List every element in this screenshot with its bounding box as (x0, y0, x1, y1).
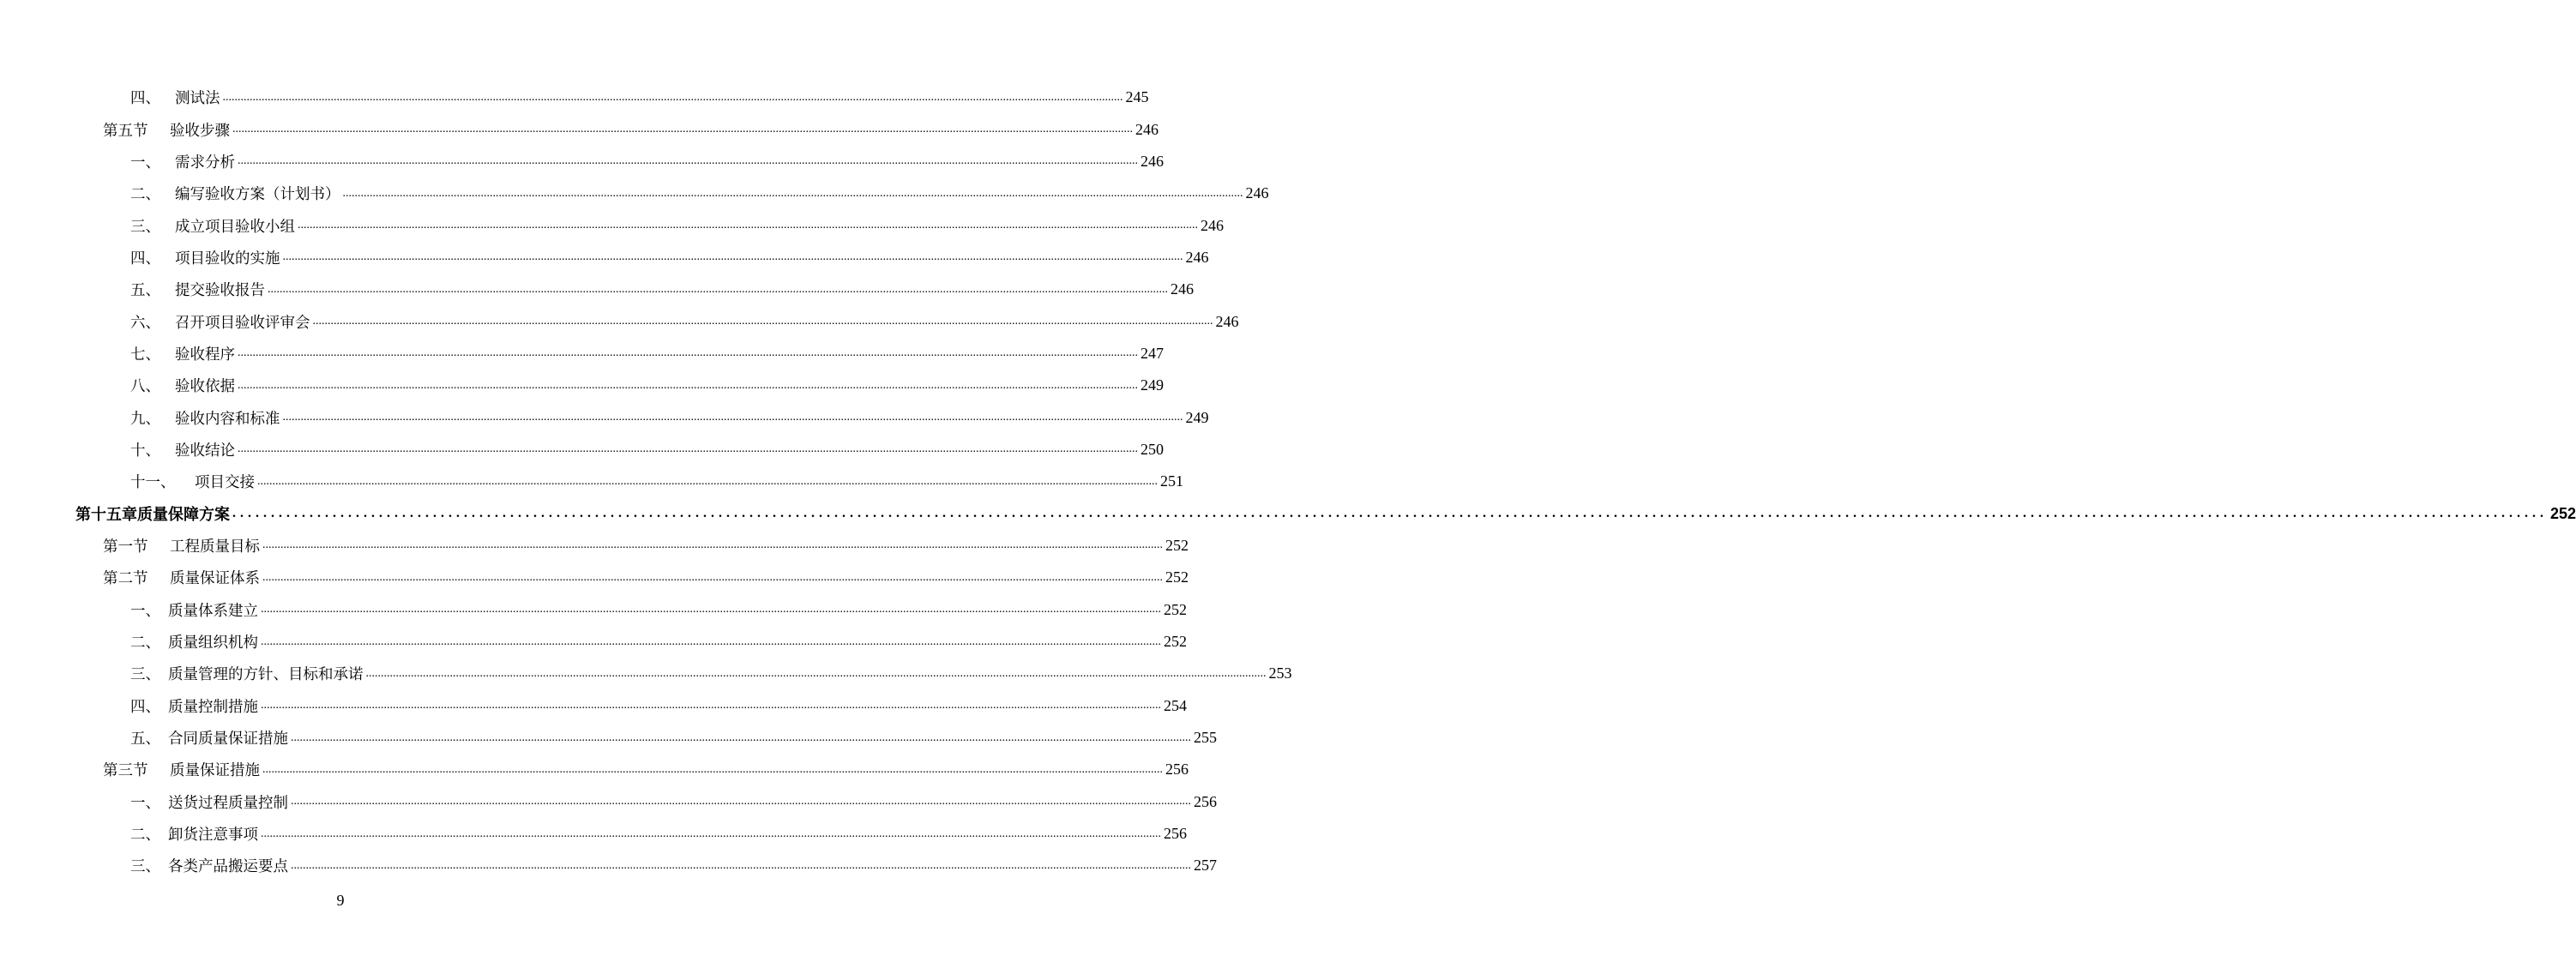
toc-entry-title (130, 279, 265, 300)
toc-entry-title (130, 311, 310, 333)
toc-entry-title (130, 151, 235, 172)
toc-entry-page: 246 (1215, 312, 1239, 330)
toc-entry-page: 250 (1141, 440, 1164, 458)
toc-entry-number: 第二节 (103, 570, 148, 588)
toc-entry-number: 一、 (130, 153, 160, 171)
toc-entry-page: 252 (1164, 633, 1187, 651)
toc-entry-number: 五、 (130, 282, 160, 300)
toc-entry-text: 需求分析 (175, 153, 235, 171)
toc-entry-title (130, 855, 288, 876)
toc-entry[interactable] (0, 690, 1187, 722)
toc-entry-title (130, 631, 258, 652)
toc-leader-dots: ............................................................................................................................................................................................................................................................................................................ (238, 154, 1138, 168)
toc-entry-number: 七、 (130, 346, 160, 364)
toc-entry[interactable] (0, 530, 1189, 562)
toc-entry-text: 工程质量目标 (170, 538, 260, 556)
toc-leader-dots: ............................................................................................................................................................................................................................................................................................................ (291, 795, 1191, 809)
toc-entry[interactable] (0, 562, 1189, 593)
page-number: 9 (336, 892, 345, 909)
toc-entry-title (103, 535, 260, 556)
toc-entry[interactable] (0, 626, 1187, 658)
toc-leader-dots: ............................................................................................................................................................................................................................................................................................................ (342, 186, 1243, 200)
toc-leader-dots: ............................................................................................................................................................................................................................................................................................................ (222, 90, 1123, 104)
toc-entry-number: 一、 (130, 794, 160, 812)
toc-entry-title (130, 695, 258, 717)
toc-entry-number: 三、 (130, 858, 160, 876)
toc-entry-text: 提交验收报告 (175, 282, 265, 300)
toc-entry-title (130, 343, 235, 364)
toc-entry-page: 256 (1164, 825, 1187, 843)
toc-entry-page: 246 (1141, 152, 1164, 170)
toc-entry-title (130, 87, 220, 108)
toc-entry-text: 质量控制措施 (168, 698, 258, 716)
toc-leader-dots: ............................................................................................................................................................................................................................................................................................................ (282, 411, 1183, 424)
toc-entry-number: 十一、 (130, 474, 176, 492)
toc-leader-dots: ............................................................................................................................................................................................................................................................................................................ (238, 442, 1138, 456)
toc-entry[interactable] (0, 754, 1189, 785)
toc-entry[interactable] (0, 434, 1164, 466)
toc-entry-number: 四、 (130, 90, 160, 108)
toc-entry-text: 验收步骤 (170, 122, 230, 140)
toc-entry[interactable] (0, 497, 2576, 529)
toc-entry-title (130, 599, 258, 621)
toc-entry-page: 246 (1185, 248, 1209, 266)
toc-entry-number: 第十五章 (75, 506, 137, 525)
toc-entry-page: 255 (1194, 729, 1217, 747)
toc-entry[interactable] (0, 818, 1187, 850)
toc-entry-title (130, 663, 364, 684)
toc-entry-text: 测试法 (175, 90, 220, 108)
toc-entry-number: 一、 (130, 602, 160, 620)
toc-entry-title (130, 407, 280, 429)
toc-entry-title (130, 439, 235, 460)
toc-entry-text: 送货过程质量控制 (168, 794, 288, 812)
toc-entry[interactable] (0, 370, 1164, 401)
toc-entry[interactable] (0, 113, 1159, 145)
toc-entry-title (130, 215, 295, 237)
toc-entry-number: 四、 (130, 250, 160, 268)
toc-entry[interactable] (0, 177, 1269, 209)
toc-entry-title (130, 183, 340, 204)
toc-entry-page: 246 (1245, 184, 1269, 202)
toc-entry-text: 质量保证措施 (170, 762, 260, 780)
toc-entry-title (75, 502, 230, 525)
toc-entry-page: 246 (1135, 120, 1159, 138)
toc-entry-number: 第三节 (103, 762, 148, 780)
toc-entry-page: 251 (1160, 472, 1183, 490)
toc-entry-page: 256 (1165, 761, 1189, 779)
toc-entry-page: 252 (2550, 504, 2576, 522)
toc-entry-number: 二、 (130, 186, 160, 204)
toc-entry-text: 项目验收的实施 (175, 250, 280, 268)
toc-entry-page: 256 (1194, 792, 1217, 810)
toc-entry-number: 二、 (130, 827, 160, 845)
toc-entry-text: 质量管理的方针、目标和承诺 (168, 666, 364, 684)
toc-entry-text: 编写验收方案（计划书） (175, 186, 340, 204)
toc-entry-page: 257 (1194, 857, 1217, 875)
toc-entry-title (130, 727, 288, 749)
toc-entry-page: 249 (1141, 376, 1164, 394)
toc-leader-dots: ............................................................................................................................................................................................................................................................................................................ (312, 315, 1213, 328)
toc-entry-page: 246 (1171, 280, 1194, 298)
toc-entry-page: 254 (1164, 696, 1187, 714)
toc-entry-title (130, 823, 258, 845)
table-of-contents (0, 81, 2576, 882)
toc-entry-title (130, 247, 280, 268)
toc-entry[interactable] (0, 658, 1292, 689)
toc-entry-text: 质量组织机构 (168, 634, 258, 652)
toc-entry-page: 252 (1165, 568, 1189, 586)
toc-entry-number: 十、 (130, 442, 160, 460)
toc-entry-text: 验收程序 (175, 346, 235, 364)
toc-leader-dots: ............................................................................................................................................................................................................................................................................................................ (282, 250, 1183, 264)
toc-entry-text: 质量保证体系 (170, 570, 260, 588)
toc-entry-title (103, 567, 260, 588)
toc-entry-text: 项目交接 (195, 474, 255, 492)
toc-entry-page: 249 (1185, 408, 1209, 426)
toc-entry-title (130, 375, 235, 396)
toc-leader-dots: ............................................................................................................................................................................................................................................................................................................ (262, 538, 1163, 552)
toc-entry-number: 三、 (130, 218, 160, 236)
toc-entry[interactable] (0, 209, 1224, 241)
toc-entry[interactable] (0, 338, 1164, 370)
toc-entry-title (130, 791, 288, 813)
toc-entry[interactable] (0, 81, 1149, 113)
toc-leader-dots: ............................................................................................................................................................................................................................................................................................................ (261, 603, 1161, 616)
toc-entry-text: 召开项目验收评审会 (175, 314, 310, 332)
toc-leader-dots: ............................................................................................................................................................................................................................................................................................................ (261, 699, 1161, 712)
toc-entry-number: 三、 (130, 666, 160, 684)
toc-leader-dots: ............................................................................................................................................................................................................................................................................................................ (262, 762, 1163, 776)
toc-leader-dots: ............................................................................................................................................................................................................................................................................................................ (268, 282, 1168, 296)
toc-entry-number: 八、 (130, 378, 160, 396)
toc-leader-dots: ............................................................................................................................................................................................................................................................................................................ (291, 731, 1191, 744)
toc-entry-page: 252 (1164, 600, 1187, 618)
toc-entry[interactable] (0, 594, 1187, 626)
toc-leader-dots: ............................................................................................................................................................................................................................................................................................................ (262, 570, 1163, 584)
toc-entry-number: 九、 (130, 410, 160, 428)
toc-entry-number: 第五节 (103, 122, 148, 140)
toc-entry-page: 252 (1165, 536, 1189, 554)
toc-leader-dots: ............................................................................................................................................................................................................................................................................................................ (298, 219, 1198, 232)
toc-entry-text: 卸货注意事项 (168, 827, 258, 845)
toc-entry-number: 四、 (130, 698, 160, 716)
toc-entry-text: 合同质量保证措施 (168, 731, 288, 749)
toc-entry-text: 验收结论 (175, 442, 235, 460)
toc-entry-text: 验收依据 (175, 378, 235, 396)
toc-entry-title (130, 471, 255, 492)
toc-entry-page: 253 (1268, 664, 1292, 682)
toc-leader-dots: ............................................................................................................................................................................................................................................................................................................ (365, 666, 1267, 680)
toc-entry-text: 质量体系建立 (168, 602, 258, 620)
toc-entry-number: 二、 (130, 634, 160, 652)
toc-entry[interactable] (0, 786, 1217, 818)
toc-entry-number: 六、 (130, 314, 160, 332)
toc-entry[interactable] (0, 850, 1217, 881)
toc-leader-dots: ............................................................................................................................................................................................................................................................................................................ (238, 378, 1138, 392)
toc-leader-dots: ............................................................................................................................................................................................................................................................................................................ (238, 346, 1138, 360)
toc-entry-number: 第一节 (103, 538, 148, 556)
toc-leader-dots: ............................................................................................................................................................................................................................................................................................................ (232, 506, 2548, 521)
toc-entry-page: 246 (1201, 216, 1224, 234)
toc-entry[interactable] (0, 274, 1194, 305)
toc-entry-title (103, 759, 260, 780)
toc-entry-text: 各类产品搬运要点 (168, 858, 288, 876)
toc-entry[interactable] (0, 466, 1183, 497)
toc-leader-dots: ............................................................................................................................................................................................................................................................................................................ (257, 474, 1158, 488)
toc-entry[interactable] (0, 305, 1239, 337)
toc-entry-number: 五、 (130, 731, 160, 749)
toc-entry-page: 247 (1141, 344, 1164, 362)
toc-entry-text: 质量保障方案 (137, 506, 230, 525)
toc-entry[interactable] (0, 242, 1209, 274)
toc-entry-title (103, 119, 230, 141)
toc-entry-page: 245 (1125, 88, 1149, 106)
toc-leader-dots: ............................................................................................................................................................................................................................................................................................................ (232, 123, 1133, 136)
toc-entry[interactable] (0, 722, 1217, 754)
toc-leader-dots: ............................................................................................................................................................................................................................................................................................................ (291, 858, 1191, 872)
toc-entry-text: 成立项目验收小组 (175, 218, 295, 236)
toc-leader-dots: ............................................................................................................................................................................................................................................................................................................ (261, 634, 1161, 648)
toc-entry-text: 验收内容和标准 (175, 410, 280, 428)
toc-entry[interactable] (0, 146, 1164, 177)
toc-entry[interactable] (0, 401, 1209, 433)
toc-leader-dots: ............................................................................................................................................................................................................................................................................................................ (261, 827, 1161, 840)
